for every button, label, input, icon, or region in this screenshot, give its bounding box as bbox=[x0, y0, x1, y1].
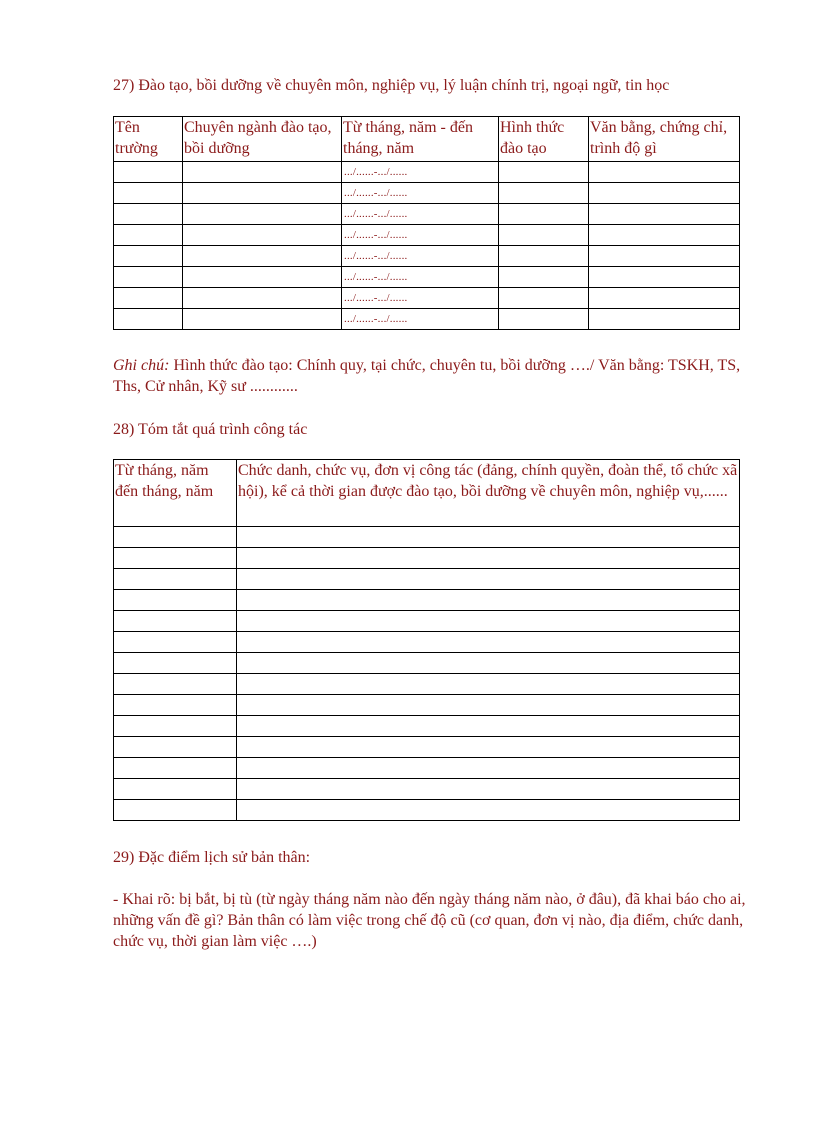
period-cell[interactable] bbox=[114, 590, 237, 611]
position-cell[interactable] bbox=[237, 695, 740, 716]
training-table bbox=[113, 116, 740, 330]
table-row bbox=[114, 548, 740, 569]
period-cell[interactable] bbox=[114, 716, 237, 737]
note-label: Ghi chú: bbox=[113, 357, 170, 374]
date-placeholder: .../......-.../...... bbox=[344, 271, 408, 283]
table-row bbox=[114, 569, 740, 590]
table-row bbox=[114, 225, 740, 246]
period-cell[interactable] bbox=[114, 653, 237, 674]
school-cell[interactable] bbox=[114, 309, 183, 330]
note-text: Hình thức đào tạo: Chính quy, tại chức, chuyên tu, bồi dưỡng …./ Văn bằng: TSKH, TS, Ths, Cử nhân, Kỹ sư ............ bbox=[113, 357, 741, 395]
table-row bbox=[114, 309, 740, 330]
training-form-cell[interactable] bbox=[499, 204, 589, 225]
position-cell[interactable] bbox=[237, 611, 740, 632]
major-cell[interactable] bbox=[183, 309, 342, 330]
table-row bbox=[114, 267, 740, 288]
section-29-body: - Khai rõ: bị bắt, bị tù (từ ngày tháng năm nào đến ngày tháng năm nào, ở đâu), đã khai báo cho ai, những vấn đề gì? Bản thân có làm việc trong chế độ cũ (cơ quan, đơn vị nào, địa điểm, chức danh, chức vụ, thời gian làm việc ….) bbox=[113, 891, 746, 950]
training-form-cell[interactable] bbox=[499, 288, 589, 309]
table-row bbox=[114, 758, 740, 779]
degree-cell[interactable] bbox=[589, 309, 740, 330]
training-form-cell[interactable] bbox=[499, 183, 589, 204]
period-cell[interactable] bbox=[342, 183, 499, 204]
period-cell[interactable] bbox=[114, 758, 237, 779]
period-cell[interactable] bbox=[342, 204, 499, 225]
table-row bbox=[114, 716, 740, 737]
period-cell[interactable] bbox=[342, 246, 499, 267]
work-history-table bbox=[113, 459, 740, 821]
position-cell[interactable] bbox=[237, 716, 740, 737]
school-cell[interactable] bbox=[114, 162, 183, 183]
period-cell[interactable] bbox=[342, 267, 499, 288]
position-cell[interactable] bbox=[237, 674, 740, 695]
major-cell[interactable] bbox=[183, 183, 342, 204]
section-28-title: 28) Tóm tắt quá trình công tác bbox=[113, 421, 308, 438]
period-cell[interactable] bbox=[342, 225, 499, 246]
header-school-name: Tên trường bbox=[114, 117, 183, 162]
training-form-cell[interactable] bbox=[499, 309, 589, 330]
date-placeholder: .../......-.../...... bbox=[344, 313, 408, 325]
school-cell[interactable] bbox=[114, 267, 183, 288]
school-cell[interactable] bbox=[114, 183, 183, 204]
position-cell[interactable] bbox=[237, 653, 740, 674]
period-cell[interactable] bbox=[114, 527, 237, 548]
date-placeholder: .../......-.../...... bbox=[344, 292, 408, 304]
date-placeholder: .../......-.../...... bbox=[344, 229, 408, 241]
position-cell[interactable] bbox=[237, 548, 740, 569]
training-form-cell[interactable] bbox=[499, 162, 589, 183]
degree-cell[interactable] bbox=[589, 225, 740, 246]
school-cell[interactable] bbox=[114, 246, 183, 267]
degree-cell[interactable] bbox=[589, 288, 740, 309]
table-row bbox=[114, 183, 740, 204]
section-27-title: 27) Đào tạo, bồi dưỡng về chuyên môn, nghiệp vụ, lý luận chính trị, ngoại ngữ, tin học bbox=[113, 77, 670, 94]
period-cell[interactable] bbox=[114, 548, 237, 569]
table-row bbox=[114, 674, 740, 695]
header-position: Chức danh, chức vụ, đơn vị công tác (đảng, chính quyền, đoàn thể, tổ chức xã hội), kể cả thời gian được đào tạo, bồi dưỡng về chuyên môn, nghiệp vụ,...... bbox=[237, 460, 740, 527]
position-cell[interactable] bbox=[237, 527, 740, 548]
position-cell[interactable] bbox=[237, 758, 740, 779]
date-placeholder: .../......-.../...... bbox=[344, 166, 408, 178]
degree-cell[interactable] bbox=[589, 204, 740, 225]
period-cell[interactable] bbox=[114, 737, 237, 758]
major-cell[interactable] bbox=[183, 267, 342, 288]
position-cell[interactable] bbox=[237, 590, 740, 611]
period-cell[interactable] bbox=[342, 162, 499, 183]
position-cell[interactable] bbox=[237, 569, 740, 590]
period-cell[interactable] bbox=[114, 632, 237, 653]
header-degree: Văn bằng, chứng chỉ, trình độ gì bbox=[589, 117, 740, 162]
training-note bbox=[113, 355, 753, 397]
major-cell[interactable] bbox=[183, 225, 342, 246]
header-period: Từ tháng, năm đến tháng, năm bbox=[114, 460, 237, 527]
table-row bbox=[114, 590, 740, 611]
major-cell[interactable] bbox=[183, 246, 342, 267]
school-cell[interactable] bbox=[114, 288, 183, 309]
training-form-cell[interactable] bbox=[499, 246, 589, 267]
header-period: Từ tháng, năm - đến tháng, năm bbox=[342, 117, 499, 162]
degree-cell[interactable] bbox=[589, 246, 740, 267]
degree-cell[interactable] bbox=[589, 183, 740, 204]
degree-cell[interactable] bbox=[589, 162, 740, 183]
header-major: Chuyên ngành đào tạo, bồi dưỡng bbox=[183, 117, 342, 162]
degree-cell[interactable] bbox=[589, 267, 740, 288]
training-form-cell[interactable] bbox=[499, 225, 589, 246]
section-29-title: 29) Đặc điểm lịch sử bản thân: bbox=[113, 849, 311, 866]
work-history-header bbox=[114, 460, 740, 527]
table-row bbox=[114, 695, 740, 716]
major-cell[interactable] bbox=[183, 204, 342, 225]
position-cell[interactable] bbox=[237, 632, 740, 653]
date-placeholder: .../......-.../...... bbox=[344, 208, 408, 220]
period-cell[interactable] bbox=[342, 288, 499, 309]
date-placeholder: .../......-.../...... bbox=[344, 250, 408, 262]
period-cell[interactable] bbox=[114, 800, 237, 821]
major-cell[interactable] bbox=[183, 162, 342, 183]
position-cell[interactable] bbox=[237, 779, 740, 800]
date-placeholder: .../......-.../...... bbox=[344, 187, 408, 199]
table-row bbox=[114, 737, 740, 758]
header-training-form: Hình thức đào tạo bbox=[499, 117, 589, 162]
table-row bbox=[114, 611, 740, 632]
period-cell[interactable] bbox=[114, 674, 237, 695]
table-row bbox=[114, 162, 740, 183]
table-row bbox=[114, 632, 740, 653]
major-cell[interactable] bbox=[183, 288, 342, 309]
position-cell[interactable] bbox=[237, 737, 740, 758]
position-cell[interactable] bbox=[237, 800, 740, 821]
training-table-header bbox=[114, 117, 740, 162]
period-cell[interactable] bbox=[114, 695, 237, 716]
table-row bbox=[114, 800, 740, 821]
period-cell[interactable] bbox=[114, 779, 237, 800]
period-cell[interactable] bbox=[342, 309, 499, 330]
table-row bbox=[114, 204, 740, 225]
table-row bbox=[114, 653, 740, 674]
table-row bbox=[114, 779, 740, 800]
school-cell[interactable] bbox=[114, 225, 183, 246]
period-cell[interactable] bbox=[114, 611, 237, 632]
period-cell[interactable] bbox=[114, 569, 237, 590]
school-cell[interactable] bbox=[114, 204, 183, 225]
table-row bbox=[114, 246, 740, 267]
table-row bbox=[114, 288, 740, 309]
table-row bbox=[114, 527, 740, 548]
training-form-cell[interactable] bbox=[499, 267, 589, 288]
